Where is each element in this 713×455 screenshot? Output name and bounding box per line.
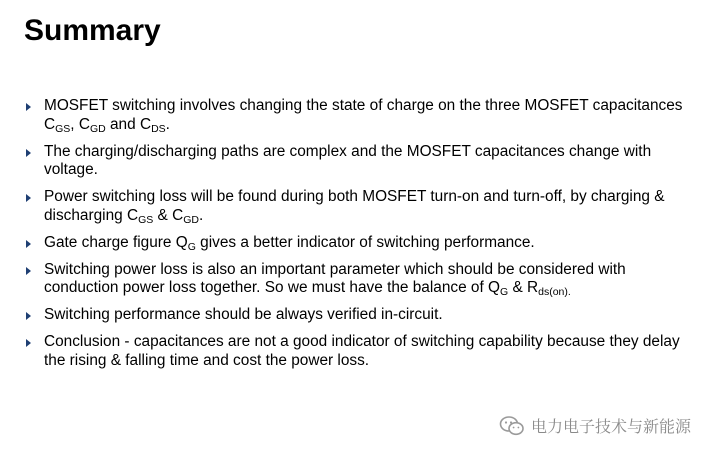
subscript: G — [187, 240, 196, 253]
bullet-text: . — [198, 206, 204, 224]
bullet-text: and C — [105, 115, 152, 133]
bullet-item — [26, 306, 696, 325]
bullet-text: Switching power loss is also an important parameter which should be considered with conduction power loss together. So we must have the balance of Q — [44, 260, 626, 296]
subscript: ds(on). — [538, 286, 571, 298]
bullet-arrow-icon — [26, 312, 31, 320]
bullet-item — [26, 143, 696, 180]
bullet-text: . — [165, 115, 170, 133]
bullet-text: The charging/discharging paths are complex and the MOSFET capacitances change with voltage. — [44, 142, 652, 178]
bullet-text: gives a better indicator of switching performance. — [195, 233, 535, 251]
bullet-arrow-icon — [26, 240, 31, 248]
watermark — [499, 414, 691, 437]
subscript: G — [500, 286, 509, 298]
bullet-text: Gate charge figure Q — [44, 233, 188, 251]
bullet-item — [26, 261, 696, 298]
subscript: GD — [183, 213, 199, 226]
bullet-arrow-icon — [26, 103, 31, 111]
bullet-text: Switching performance should be always verified in-circuit. — [44, 306, 443, 323]
subscript: GS — [55, 122, 71, 135]
bullet-item — [26, 234, 696, 253]
bullet-text: Conclusion - capacitances are not a good indicator of switching capability because they delay the rising & falling time and cost the power loss. — [44, 333, 680, 369]
bullet-text: MOSFET switching involves changing the state of charge on the three MOSFET capacitances C — [44, 97, 683, 133]
bullet-text: Power switching loss will be found during both MOSFET turn-on and turn-off, by charging & discharging C — [44, 188, 665, 224]
subscript: GD — [89, 122, 106, 135]
watermark-text: 电力电子技术与新能源 — [530, 419, 691, 436]
bullet-arrow-icon — [26, 339, 31, 347]
bullet-arrow-icon — [26, 194, 31, 202]
bullet-text: & C — [153, 206, 184, 224]
bullet-item — [26, 188, 696, 225]
subscript: GS — [138, 213, 154, 226]
bullet-text: & R — [508, 279, 539, 296]
bullet-item — [26, 333, 696, 370]
bullet-list — [26, 97, 696, 379]
bullet-arrow-icon — [26, 267, 31, 275]
bullet-arrow-icon — [26, 149, 31, 157]
bullet-text: , C — [70, 115, 90, 133]
bullet-item — [26, 97, 696, 134]
subscript: DS — [151, 122, 166, 135]
wechat-icon — [499, 415, 525, 437]
slide-title: Summary — [24, 14, 161, 47]
